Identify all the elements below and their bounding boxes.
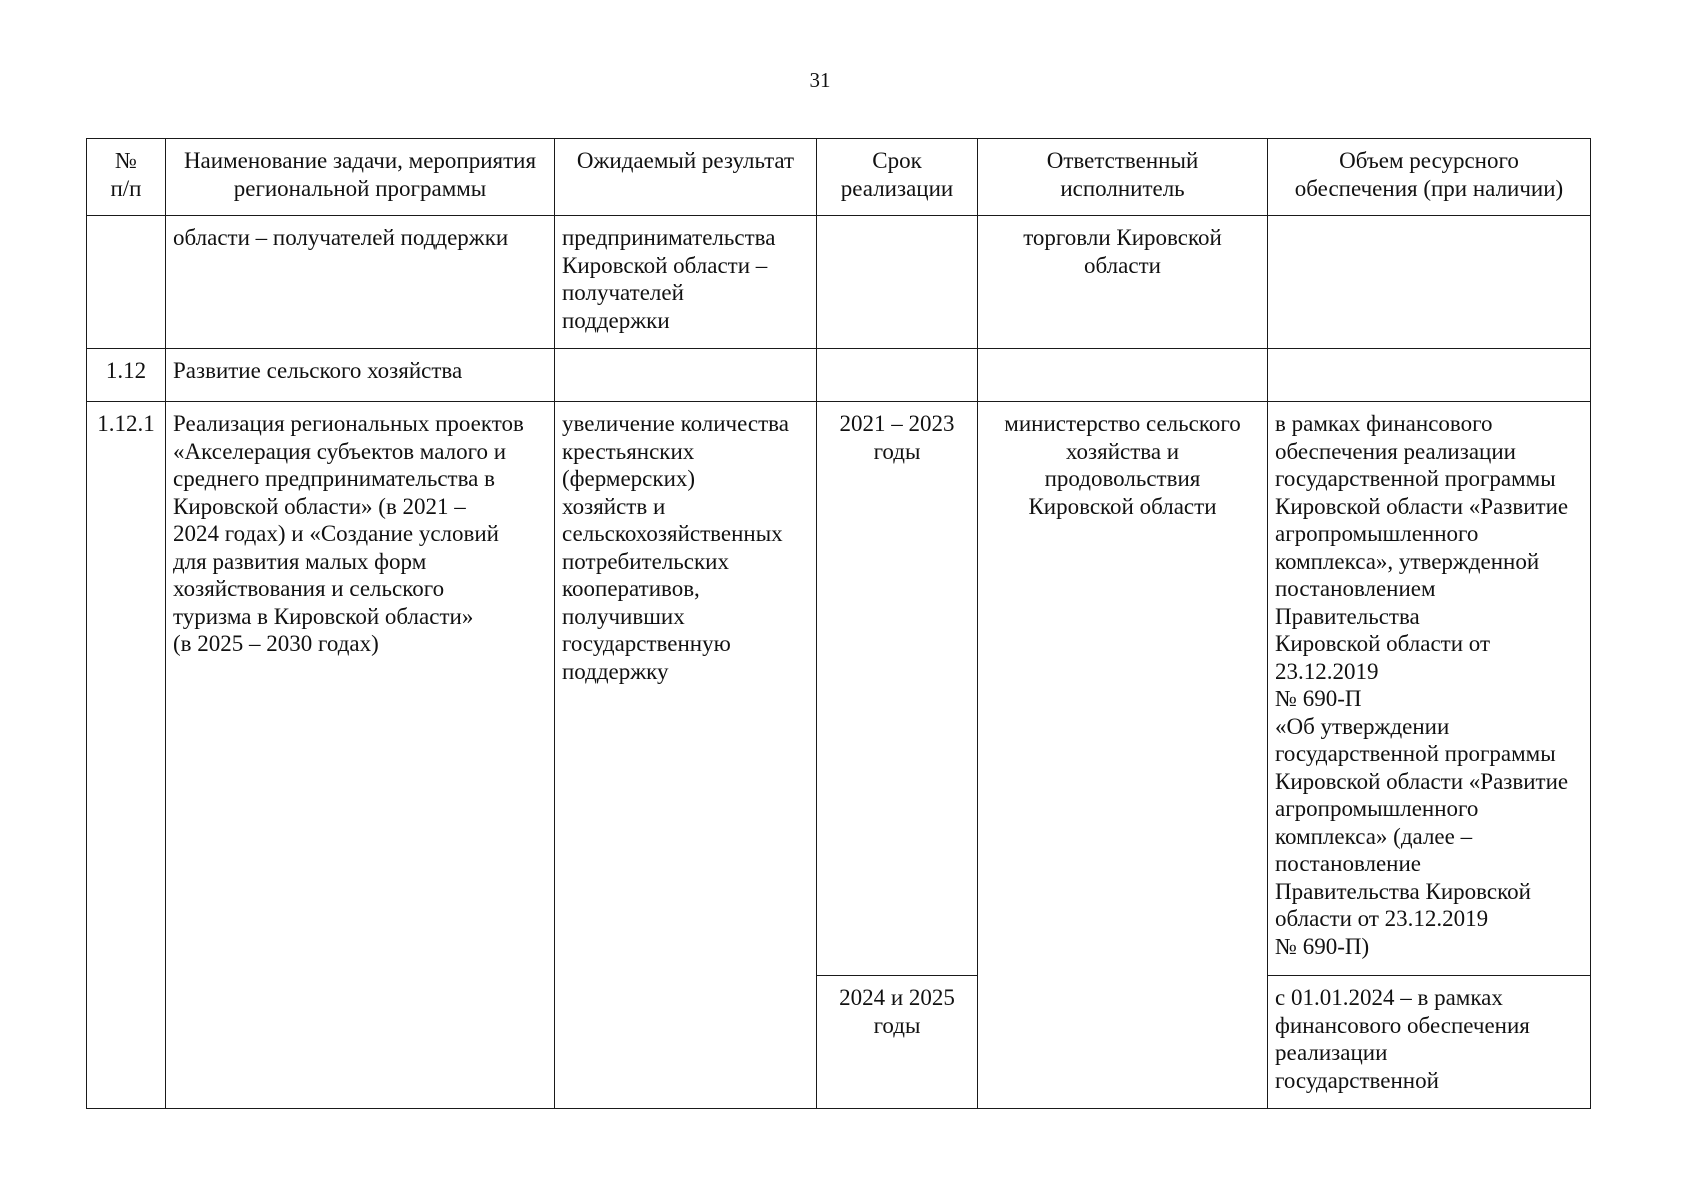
cell-executor: министерство сельского хозяйства и продовольствия Кировской области (978, 402, 1268, 1109)
header-expected-result: Ожидаемый результат (555, 139, 817, 216)
header-executor: Ответственный исполнитель (978, 139, 1268, 216)
cell-task-name: Развитие сельского хозяйства (166, 349, 555, 402)
program-table (86, 138, 1591, 1109)
cell-number: 1.12 (87, 349, 166, 402)
cell-number: 1.12.1 (87, 402, 166, 1109)
cell-expected-result (555, 349, 817, 402)
cell-resources (1268, 216, 1591, 349)
table-row-1-12 (87, 349, 1591, 402)
table-row-1-12-1 (87, 402, 1591, 976)
cell-executor: торговли Кировской области (978, 216, 1268, 349)
cell-expected-result: увеличение количества крестьянских (фермерских) хозяйств и сельскохозяйственных потребительских кооперативов, получивших государственную поддержку (555, 402, 817, 1109)
header-task-name: Наименование задачи, мероприятия региональной программы (166, 139, 555, 216)
cell-task-name: Реализация региональных проектов «Акселерация субъектов малого и среднего предпринимательства в Кировской области» (в 2021 – 2024 годах) и «Создание условий для развития малых форм хозяйствования и сельского туризма в Кировской области» (в 2025 – 2030 годах) (166, 402, 555, 1109)
cell-expected-result: предпринимательства Кировской области – получателей поддержки (555, 216, 817, 349)
page-number: 31 (809, 68, 831, 92)
table-header-row (87, 139, 1591, 216)
header-resources: Объем ресурсного обеспечения (при наличии) (1268, 139, 1591, 216)
cell-resources-2024: с 01.01.2024 – в рамках финансового обеспечения реализации государственной (1268, 976, 1591, 1109)
cell-resources (1268, 349, 1591, 402)
header-number: № п/п (87, 139, 166, 216)
cell-number (87, 216, 166, 349)
cell-resources-2021-2023: в рамках финансового обеспечения реализации государственной программы Кировской области «Развитие агропромышленного комплекса», утвержденной постановлением Правительства Кировской области от 23.12.2019 № 690-П «Об утверждении государственной программы Кировской области «Развитие агропромышленного комплекса» (далее – постановление Правительства Кировской области от 23.12.2019 № 690-П) (1268, 402, 1591, 976)
cell-term-2024-2025: 2024 и 2025 годы (817, 976, 978, 1109)
cell-term (817, 216, 978, 349)
cell-term (817, 349, 978, 402)
header-term: Срок реализации (817, 139, 978, 216)
cell-executor (978, 349, 1268, 402)
table-row-continuation (87, 216, 1591, 349)
cell-task-name: области – получателей поддержки (166, 216, 555, 349)
cell-term-2021-2023: 2021 – 2023 годы (817, 402, 978, 976)
